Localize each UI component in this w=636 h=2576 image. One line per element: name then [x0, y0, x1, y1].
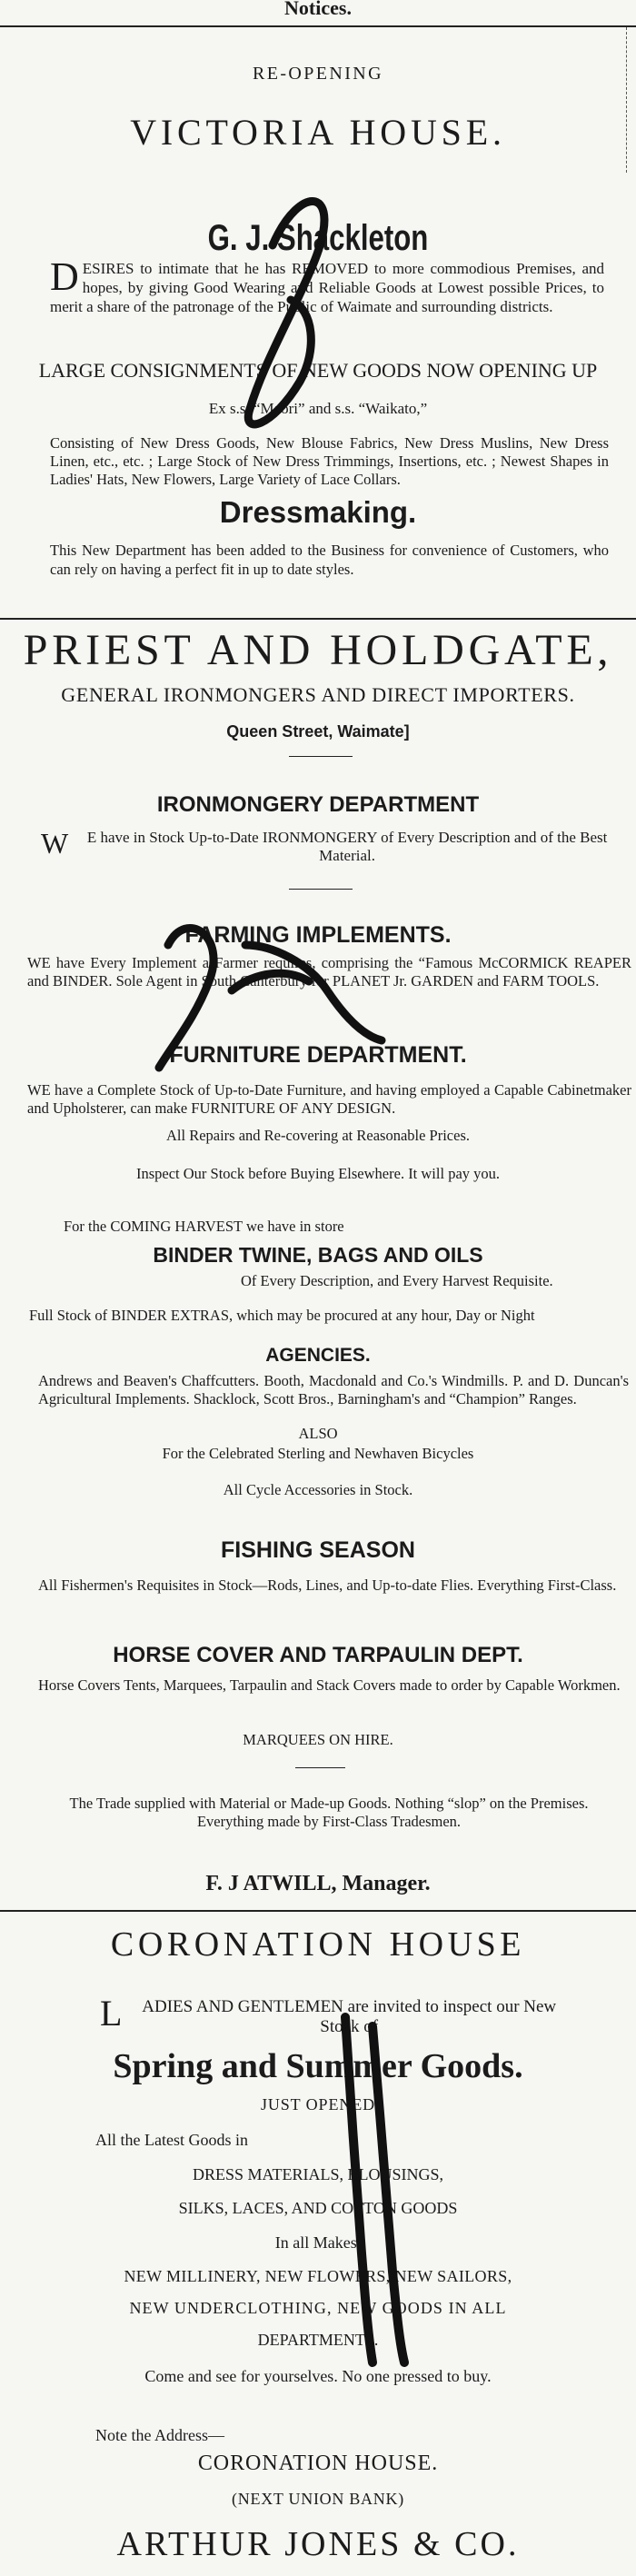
harvest-intro: For the COMING HARVEST we have in store: [64, 1218, 344, 1235]
coronation-intro-text: ADIES AND GENTLEMEN are invited to inspect our New Stock of: [142, 1997, 557, 2036]
goods-line-2: SILKS, LACES, AND COTTON GOODS: [178, 2199, 458, 2217]
drop-cap: D: [50, 254, 79, 299]
victoria-intro: [50, 254, 604, 316]
short-rule: [289, 889, 353, 890]
drop-cap: W: [41, 827, 69, 860]
short-rule: [295, 1767, 345, 1768]
also-label: ALSO: [298, 1425, 338, 1442]
priest-holdgate-title: PRIEST AND HOLDGATE,: [23, 626, 613, 674]
marquees-line: MARQUEES ON HIRE.: [243, 1731, 393, 1748]
goods-line-4: NEW MILLINERY, NEW FLOWERS, NEW SAILORS,: [124, 2267, 512, 2285]
just-opened-line: JUST OPENED: [260, 2095, 376, 2114]
priest-subtitle: GENERAL IRONMONGERS AND DIRECT IMPORTERS.: [61, 683, 575, 706]
repairs-line: All Repairs and Re-covering at Reasonable Prices.: [165, 1127, 471, 1144]
coronation-house-title: CORONATION HOUSE: [110, 1925, 526, 1964]
manager-line: F. J ATWILL, Manager.: [205, 1872, 431, 1895]
spring-summer-heading: Spring and Summer Goods.: [113, 2047, 523, 2085]
binder-heading: BINDER TWINE, BAGS AND OILS: [153, 1243, 483, 1267]
horse-cover-text: Horse Covers Tents, Marquees, Tarpaulin and Stack Covers made to order by Capable Workmen.: [38, 1676, 621, 1694]
cycle-line: All Cycle Accessories in Stock.: [223, 1481, 413, 1498]
section-rule: [0, 1910, 636, 1912]
shackleton-name: G. J. Shackleton: [207, 218, 429, 258]
furniture-heading: FURNITURE DEPARTMENT.: [169, 1042, 467, 1068]
short-rule: [289, 756, 353, 757]
reopening-label: RE-OPENING: [253, 64, 383, 84]
trade-text: The Trade supplied with Material or Made-up Goods. Nothing “slop” on the Premises. Everything made by First-Class Tradesmen.: [69, 1795, 589, 1830]
consignments-heading: LARGE CONSIGNMENTS OF NEW GOODS NOW OPENING UP: [38, 359, 598, 382]
agencies-heading: AGENCIES.: [265, 1345, 371, 1366]
horse-cover-heading: HORSE COVER AND TARPAULIN DEPT.: [113, 1643, 523, 1667]
binder-extras-line: Full Stock of BINDER EXTRAS, which may be procured at any hour, Day or Night: [29, 1307, 535, 1324]
farming-text: WE have Every Implement a Farmer requires, comprising the “Famous McCORMICK REAPER and BINDER. Sole Agent in South Canterbury for PLANET Jr. GARDEN and FARM TOOLS.: [27, 954, 631, 990]
fishing-heading: FISHING SEASON: [221, 1537, 415, 1563]
ironmongery-text: [41, 829, 622, 865]
victoria-intro-text: ESIRES to intimate that he has REMOVED to more commodious Premises, and hopes, by giving Good Wearing and Reliable Goods at Lowest possible Prices, to merit a share of the patronage of the Public of Waimate and surrounding districts.: [50, 260, 604, 315]
ironmongery-heading: IRONMONGERY DEPARTMENT: [156, 792, 480, 817]
coronation-address: CORONATION HOUSE.: [197, 2452, 439, 2475]
agencies-text: Andrews and Beaven's Chaffcutters. Booth, Macdonald and Co.'s Windmills. P. and D. Duncan's Agricultural Implements. Shacklock, Scott Bros., Barningham's and “Champion” Ranges.: [38, 1372, 629, 1407]
coronation-intro: [100, 1993, 572, 2037]
goods-line-1: DRESS MATERIALS, BLOUSINGS,: [192, 2165, 444, 2183]
goods-line-3: In all Makes.: [274, 2233, 362, 2252]
binder-subline: Of Every Description, and Every Harvest Requisite.: [241, 1272, 553, 1289]
furniture-text: WE have a Complete Stock of Up-to-Date Furniture, and having employed a Capable Cabinetmaker and Upholsterer, can make FURNITURE OF ANY DESIGN.: [27, 1081, 631, 1117]
drop-cap: L: [100, 1993, 123, 2034]
farming-heading: FARMING IMPLEMENTS.: [184, 922, 452, 948]
next-union-bank: (NEXT UNION BANK): [232, 2490, 404, 2508]
ships-line: Ex s.s. “Maori” and s.s. “Waikato,”: [208, 400, 428, 417]
all-latest-line: All the Latest Goods in: [95, 2131, 248, 2149]
dressmaking-heading: Dressmaking.: [219, 495, 417, 529]
priest-address: Queen Street, Waimate]: [226, 722, 410, 741]
inspect-line: Inspect Our Stock before Buying Elsewhere. It will pay you.: [135, 1165, 501, 1182]
section-rule: [0, 618, 636, 620]
goods-line-6: DEPARTMENTS.: [257, 2331, 379, 2349]
ironmongery-text-body: E have in Stock Up-to-Date IRONMONGERY of Every Description and of the Best Material.: [86, 829, 608, 864]
fishing-text: All Fishermen's Requisites in Stock—Rods, Lines, and Up-to-date Flies. Everything First-Class.: [38, 1576, 617, 1594]
notices-heading: Notices.: [284, 0, 352, 19]
consisting-text: Consisting of New Dress Goods, New Blouse Fabrics, New Dress Muslins, New Dress Linen, etc., etc. ; Large Stock of New Dress Trimmings, Insertions, etc. ; Newest Shapes in Ladies' Hats, New Flowers, Large Variety of Lace Collars.: [50, 434, 609, 488]
arthur-jones-name: ARTHUR JONES & CO.: [116, 2525, 520, 2563]
victoria-house-title: VICTORIA HOUSE.: [130, 112, 506, 153]
top-rule: [0, 25, 636, 27]
note-address-line: Note the Address—: [95, 2426, 224, 2444]
goods-line-5: NEW UNDERCLOTHING, NEW GOODS IN ALL: [129, 2299, 507, 2317]
bicycles-line: For the Celebrated Sterling and Newhaven Bicycles: [162, 1445, 474, 1462]
come-see-line: Come and see for yourselves. No one pressed to buy.: [144, 2367, 492, 2385]
dressmaking-text: This New Department has been added to the Business for convenience of Customers, who can rely on having a perfect fit in up to date styles.: [50, 542, 609, 578]
